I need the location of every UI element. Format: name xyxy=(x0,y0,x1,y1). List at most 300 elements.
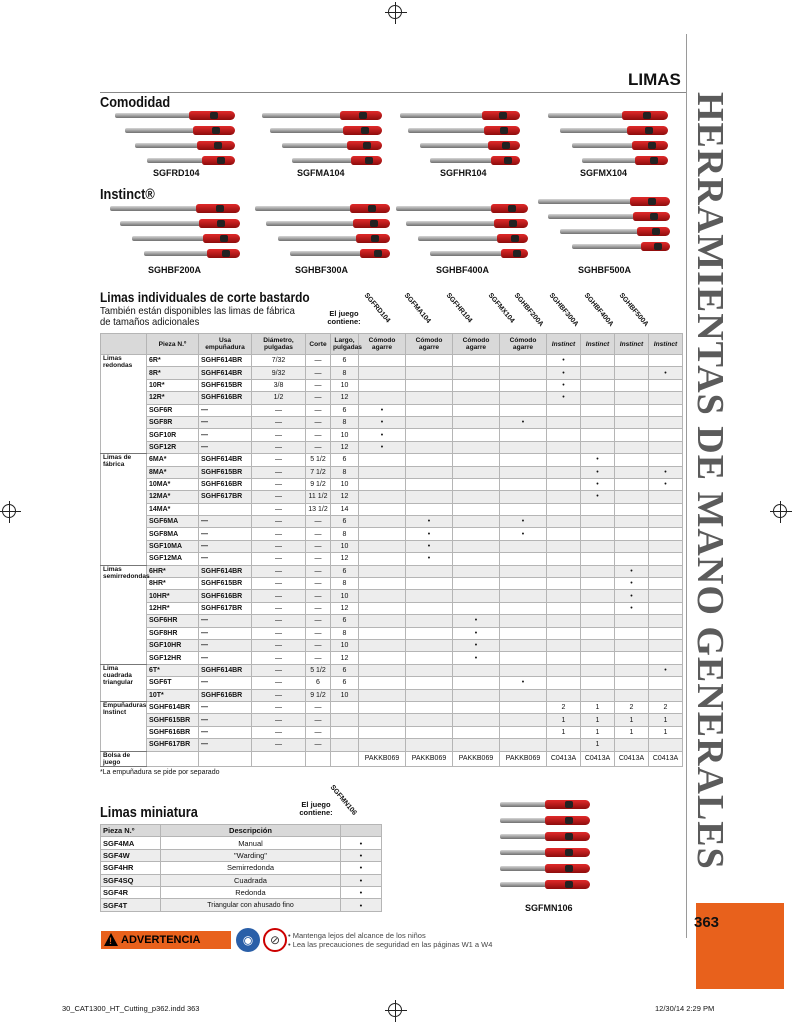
table-row xyxy=(101,441,683,453)
table-row xyxy=(101,491,683,503)
warning-text xyxy=(288,931,492,949)
registration-mark-left xyxy=(2,504,16,518)
table-cell xyxy=(406,392,453,404)
table-cell xyxy=(453,429,500,441)
file-image xyxy=(500,849,590,856)
table-cell xyxy=(359,701,406,713)
table-cell xyxy=(547,652,581,664)
table-cell: • xyxy=(359,416,406,428)
table-header: Instinct xyxy=(649,334,683,355)
file-blade xyxy=(255,206,350,211)
table-cell: • xyxy=(341,837,382,849)
table-cell: — xyxy=(306,726,331,738)
set-column-label: SGHBF300A xyxy=(547,292,580,329)
table-cell: — xyxy=(252,701,306,713)
table-cell xyxy=(453,466,500,478)
table-cell: 12 xyxy=(331,602,359,614)
table-row xyxy=(101,355,683,367)
table-cell: — xyxy=(252,478,306,490)
table-cell: • xyxy=(649,664,683,676)
table-cell xyxy=(359,528,406,540)
table-cell: • xyxy=(547,367,581,379)
table-cell: • xyxy=(406,516,453,528)
table-cell: 1 xyxy=(581,739,615,751)
table-cell xyxy=(581,429,615,441)
table-cell xyxy=(581,590,615,602)
table-cell: • xyxy=(500,516,547,528)
table-cell xyxy=(406,701,453,713)
table-cell: — xyxy=(306,565,331,577)
file-image xyxy=(400,112,520,119)
table-cell: — xyxy=(252,652,306,664)
file-grip xyxy=(648,198,656,205)
table-cell: 8R* xyxy=(147,367,199,379)
table-cell xyxy=(359,578,406,590)
file-grip xyxy=(565,865,573,872)
table-cell: — xyxy=(199,627,252,639)
table-cell xyxy=(581,528,615,540)
table-cell: 12 xyxy=(331,652,359,664)
table-cell xyxy=(547,553,581,565)
table-cell xyxy=(649,379,683,391)
table-cell xyxy=(453,454,500,466)
table-cell xyxy=(649,739,683,751)
table-cell: Triangular con ahusado fino xyxy=(161,899,341,911)
table-cell xyxy=(359,689,406,701)
table-cell xyxy=(453,578,500,590)
table-cell: 1 xyxy=(581,714,615,726)
warning-line: • Lea las precauciones de seguridad en las páginas W1 a W4 xyxy=(288,940,493,949)
file-blade xyxy=(538,199,630,204)
file-grip xyxy=(565,833,573,840)
file-image xyxy=(500,817,590,824)
table-cell xyxy=(406,578,453,590)
table-cell xyxy=(581,392,615,404)
table-row xyxy=(101,886,382,898)
table-cell xyxy=(615,553,649,565)
file-blade xyxy=(408,128,484,133)
table-cell xyxy=(581,416,615,428)
table-cell xyxy=(453,441,500,453)
table-cell xyxy=(500,578,547,590)
table-cell: SGHF616BR xyxy=(199,689,252,701)
table-cell xyxy=(453,701,500,713)
file-image xyxy=(120,220,240,227)
table-row xyxy=(101,516,683,528)
table-cell xyxy=(547,590,581,602)
file-grip xyxy=(565,881,573,888)
table-cell xyxy=(406,416,453,428)
file-image xyxy=(396,205,528,212)
table-cell: — xyxy=(199,441,252,453)
table-cell xyxy=(547,689,581,701)
file-image xyxy=(572,243,670,250)
table-cell: SGF6T xyxy=(147,677,199,689)
table-cell: 12HR* xyxy=(147,602,199,614)
set-column-label: SGHBF500A xyxy=(617,292,650,329)
table-cell xyxy=(581,553,615,565)
table-cell xyxy=(500,429,547,441)
table-cell: — xyxy=(306,367,331,379)
table-cell: — xyxy=(252,404,306,416)
table-cell: SGHF614BR xyxy=(199,664,252,676)
file-blade xyxy=(282,143,347,148)
registration-mark-bottom xyxy=(388,1003,402,1017)
table-cell xyxy=(359,677,406,689)
table-cell: — xyxy=(252,491,306,503)
table-cell: 6 xyxy=(331,677,359,689)
table-cell xyxy=(649,639,683,651)
table-cell xyxy=(406,590,453,602)
table-row xyxy=(101,726,683,738)
table-cell xyxy=(615,615,649,627)
table-cell xyxy=(649,578,683,590)
table-cell xyxy=(500,701,547,713)
file-image xyxy=(500,865,590,872)
file-image xyxy=(110,205,240,212)
table-cell: — xyxy=(252,627,306,639)
table-cell xyxy=(453,565,500,577)
table-cell xyxy=(547,416,581,428)
file-grip xyxy=(650,157,658,164)
file-image xyxy=(500,801,590,808)
table-row xyxy=(101,627,683,639)
table-cell: — xyxy=(306,578,331,590)
main-table-subtitle xyxy=(100,306,295,328)
table-cell: 1 xyxy=(581,726,615,738)
file-image xyxy=(430,157,520,164)
table-cell: • xyxy=(615,578,649,590)
table-cell: 2 xyxy=(547,701,581,713)
table-cell: • xyxy=(649,466,683,478)
table-header: Cómodo agarre xyxy=(359,334,406,355)
table-cell: • xyxy=(649,478,683,490)
file-image xyxy=(430,250,528,257)
table-cell: 10 xyxy=(331,429,359,441)
table-cell: SGF6MA xyxy=(147,516,199,528)
table-row xyxy=(101,689,683,701)
group-label: Limas de fábrica xyxy=(101,454,147,566)
table-cell xyxy=(406,714,453,726)
table-cell xyxy=(581,689,615,701)
table-cell: 10 xyxy=(331,540,359,552)
table-cell xyxy=(406,367,453,379)
table-header: Cómodo agarre xyxy=(406,334,453,355)
table-cell xyxy=(547,454,581,466)
table-cell xyxy=(500,367,547,379)
file-blade xyxy=(548,214,633,219)
table-row xyxy=(101,837,382,849)
table-cell xyxy=(615,392,649,404)
file-image xyxy=(292,157,382,164)
table-cell: 12 xyxy=(331,491,359,503)
table-cell xyxy=(500,540,547,552)
table-cell xyxy=(453,689,500,701)
side-divider xyxy=(686,34,687,938)
product-caption: SGFHR104 xyxy=(440,168,487,178)
file-blade xyxy=(500,882,545,887)
file-blade xyxy=(262,113,340,118)
table-cell: — xyxy=(306,553,331,565)
table-cell: • xyxy=(359,441,406,453)
table-cell xyxy=(406,565,453,577)
file-grip xyxy=(216,205,224,212)
file-image xyxy=(147,157,235,164)
table-cell xyxy=(199,751,252,766)
table-header: Cómodo agarre xyxy=(453,334,500,355)
set-column-label: SGFHR104 xyxy=(444,292,474,325)
table-cell xyxy=(406,602,453,614)
table-row xyxy=(101,578,683,590)
table-cell: 6HR* xyxy=(147,565,199,577)
table-cell xyxy=(359,565,406,577)
table-cell: Manual xyxy=(161,837,341,849)
table-cell: • xyxy=(547,379,581,391)
table-cell xyxy=(615,664,649,676)
file-grip xyxy=(648,142,656,149)
table-header: Largo, pulgadas xyxy=(331,334,359,355)
table-footnote: *La empuñadura se pide por separado xyxy=(100,769,220,776)
file-blade xyxy=(500,850,545,855)
table-cell xyxy=(615,491,649,503)
table-row xyxy=(101,565,683,577)
file-grip xyxy=(212,127,220,134)
table-cell: Semirredonda xyxy=(161,862,341,874)
file-grip xyxy=(210,112,218,119)
table-cell: • xyxy=(341,862,382,874)
table-cell: • xyxy=(581,478,615,490)
file-image xyxy=(262,112,382,119)
table-cell: — xyxy=(199,726,252,738)
file-grip xyxy=(499,112,507,119)
table-cell xyxy=(500,454,547,466)
table-cell: SGHF616BR xyxy=(199,590,252,602)
table-cell xyxy=(406,726,453,738)
file-blade xyxy=(582,158,635,163)
table-cell: 8HR* xyxy=(147,578,199,590)
table-cell xyxy=(615,739,649,751)
table-cell xyxy=(359,516,406,528)
table-cell: 8 xyxy=(331,416,359,428)
file-grip xyxy=(652,228,660,235)
table-cell: — xyxy=(306,441,331,453)
table-cell: — xyxy=(252,639,306,651)
table-cell xyxy=(500,565,547,577)
table-cell: — xyxy=(252,739,306,751)
table-cell xyxy=(581,652,615,664)
table-cell: SGF4MA xyxy=(101,837,161,849)
file-image xyxy=(115,112,235,119)
file-blade xyxy=(406,221,494,226)
table-cell: — xyxy=(252,528,306,540)
table-row xyxy=(101,454,683,466)
file-image xyxy=(500,833,590,840)
table-cell: 1 xyxy=(649,726,683,738)
table-row xyxy=(101,874,382,886)
table-cell: SGF8HR xyxy=(147,627,199,639)
table-cell xyxy=(252,751,306,766)
product-caption: SGFMA104 xyxy=(297,168,345,178)
table-cell xyxy=(649,404,683,416)
table-cell xyxy=(500,714,547,726)
table-cell xyxy=(581,677,615,689)
table-cell xyxy=(649,652,683,664)
file-grip xyxy=(502,142,510,149)
table-cell: 1 xyxy=(615,726,649,738)
table-cell: Redonda xyxy=(161,886,341,898)
table-cell: 9/32 xyxy=(252,367,306,379)
file-blade xyxy=(560,229,637,234)
set-column-label: SGHBF200A xyxy=(512,292,545,329)
file-blade xyxy=(144,251,207,256)
table-row xyxy=(101,751,683,766)
table-cell: • xyxy=(341,849,382,861)
table-cell: — xyxy=(252,726,306,738)
table-row xyxy=(101,677,683,689)
table-cell: 10 xyxy=(331,478,359,490)
table-cell: 12 xyxy=(331,553,359,565)
table-cell xyxy=(547,404,581,416)
table-cell: PAKKB069 xyxy=(500,751,547,766)
table-cell xyxy=(500,392,547,404)
file-image xyxy=(290,250,390,257)
table-cell xyxy=(547,565,581,577)
table-cell: — xyxy=(252,540,306,552)
table-cell: 6MA* xyxy=(147,454,199,466)
table-cell xyxy=(547,466,581,478)
table-row xyxy=(101,379,683,391)
table-cell: • xyxy=(615,602,649,614)
table-cell xyxy=(547,615,581,627)
table-cell xyxy=(453,602,500,614)
table-cell xyxy=(500,652,547,664)
table-cell xyxy=(615,355,649,367)
warning-line: • Mantenga lejos del alcance de los niños xyxy=(288,931,426,940)
table-cell: SGF8MA xyxy=(147,528,199,540)
table-cell xyxy=(649,454,683,466)
table-cell xyxy=(649,416,683,428)
table-cell xyxy=(615,540,649,552)
table-cell xyxy=(453,516,500,528)
table-cell: SGHF616BR xyxy=(147,726,199,738)
registration-mark-right xyxy=(773,504,787,518)
table-cell: 11 1/2 xyxy=(306,491,331,503)
table-cell: SGF4R xyxy=(101,886,161,898)
table-cell xyxy=(615,503,649,515)
table-cell xyxy=(406,739,453,751)
file-grip xyxy=(370,220,378,227)
table-cell xyxy=(649,516,683,528)
table-cell xyxy=(500,602,547,614)
table-cell xyxy=(359,367,406,379)
file-grip xyxy=(511,235,519,242)
file-blade xyxy=(572,244,641,249)
table-cell xyxy=(359,478,406,490)
table-cell xyxy=(359,639,406,651)
table-cell xyxy=(649,602,683,614)
file-image xyxy=(548,213,670,220)
table-cell xyxy=(581,355,615,367)
table-cell xyxy=(581,602,615,614)
table-cell: • xyxy=(581,454,615,466)
table-cell: 12 xyxy=(331,392,359,404)
table-cell xyxy=(649,429,683,441)
table-cell: 10T* xyxy=(147,689,199,701)
table-cell xyxy=(331,714,359,726)
table-cell xyxy=(547,627,581,639)
table-row xyxy=(101,615,683,627)
table-cell: — xyxy=(252,578,306,590)
table-cell xyxy=(500,379,547,391)
section-heading-instinct: Instinct® xyxy=(100,186,155,203)
table-cell xyxy=(500,590,547,602)
table-cell xyxy=(500,615,547,627)
table-cell xyxy=(615,429,649,441)
table-cell xyxy=(306,751,331,766)
table-cell: • xyxy=(649,367,683,379)
table-cell: — xyxy=(252,602,306,614)
table-cell: 10 xyxy=(331,590,359,602)
table-row xyxy=(101,528,683,540)
table-row xyxy=(101,429,683,441)
table-cell: SGF6R xyxy=(147,404,199,416)
table-cell xyxy=(331,751,359,766)
table-header: Pieza N.º xyxy=(101,825,161,837)
file-image xyxy=(560,228,670,235)
file-blade xyxy=(110,206,196,211)
table-cell: 12MA* xyxy=(147,491,199,503)
table-cell xyxy=(406,441,453,453)
file-blade xyxy=(290,251,360,256)
file-blade xyxy=(572,143,632,148)
table-cell: 13 1/2 xyxy=(306,503,331,515)
table-cell xyxy=(500,553,547,565)
category-title: LIMAS xyxy=(628,70,681,89)
table-cell xyxy=(359,615,406,627)
table-cell: 6 xyxy=(306,677,331,689)
table-cell xyxy=(500,503,547,515)
table-cell: SGHF615BR xyxy=(199,578,252,590)
file-image xyxy=(408,127,520,134)
table-cell xyxy=(331,739,359,751)
table-cell xyxy=(581,578,615,590)
table-cell xyxy=(547,441,581,453)
table-cell: — xyxy=(252,503,306,515)
table-cell: 14 xyxy=(331,503,359,515)
side-section-title: HERRAMIENTAS DE MANO GENERALES xyxy=(689,92,731,870)
table-cell: 1 xyxy=(547,726,581,738)
table-cell xyxy=(359,491,406,503)
table-header: Corte xyxy=(306,334,331,355)
table-cell: • xyxy=(500,528,547,540)
table-cell: — xyxy=(306,714,331,726)
table-cell: 6R* xyxy=(147,355,199,367)
table-cell: SGHF617BR xyxy=(199,491,252,503)
table-row xyxy=(101,466,683,478)
table-cell xyxy=(406,429,453,441)
table-cell: — xyxy=(252,553,306,565)
table-cell: SGHF617BR xyxy=(147,739,199,751)
mini-set-contains-label: El juego contiene: xyxy=(299,800,333,817)
file-image xyxy=(582,157,668,164)
file-blade xyxy=(278,236,356,241)
table-cell: SGF4T xyxy=(101,899,161,911)
set-contains-label: El juego contiene: xyxy=(327,309,361,326)
table-header: Instinct xyxy=(547,334,581,355)
table-cell xyxy=(547,677,581,689)
table-cell xyxy=(615,639,649,651)
product-caption: SGFMX104 xyxy=(580,168,628,178)
